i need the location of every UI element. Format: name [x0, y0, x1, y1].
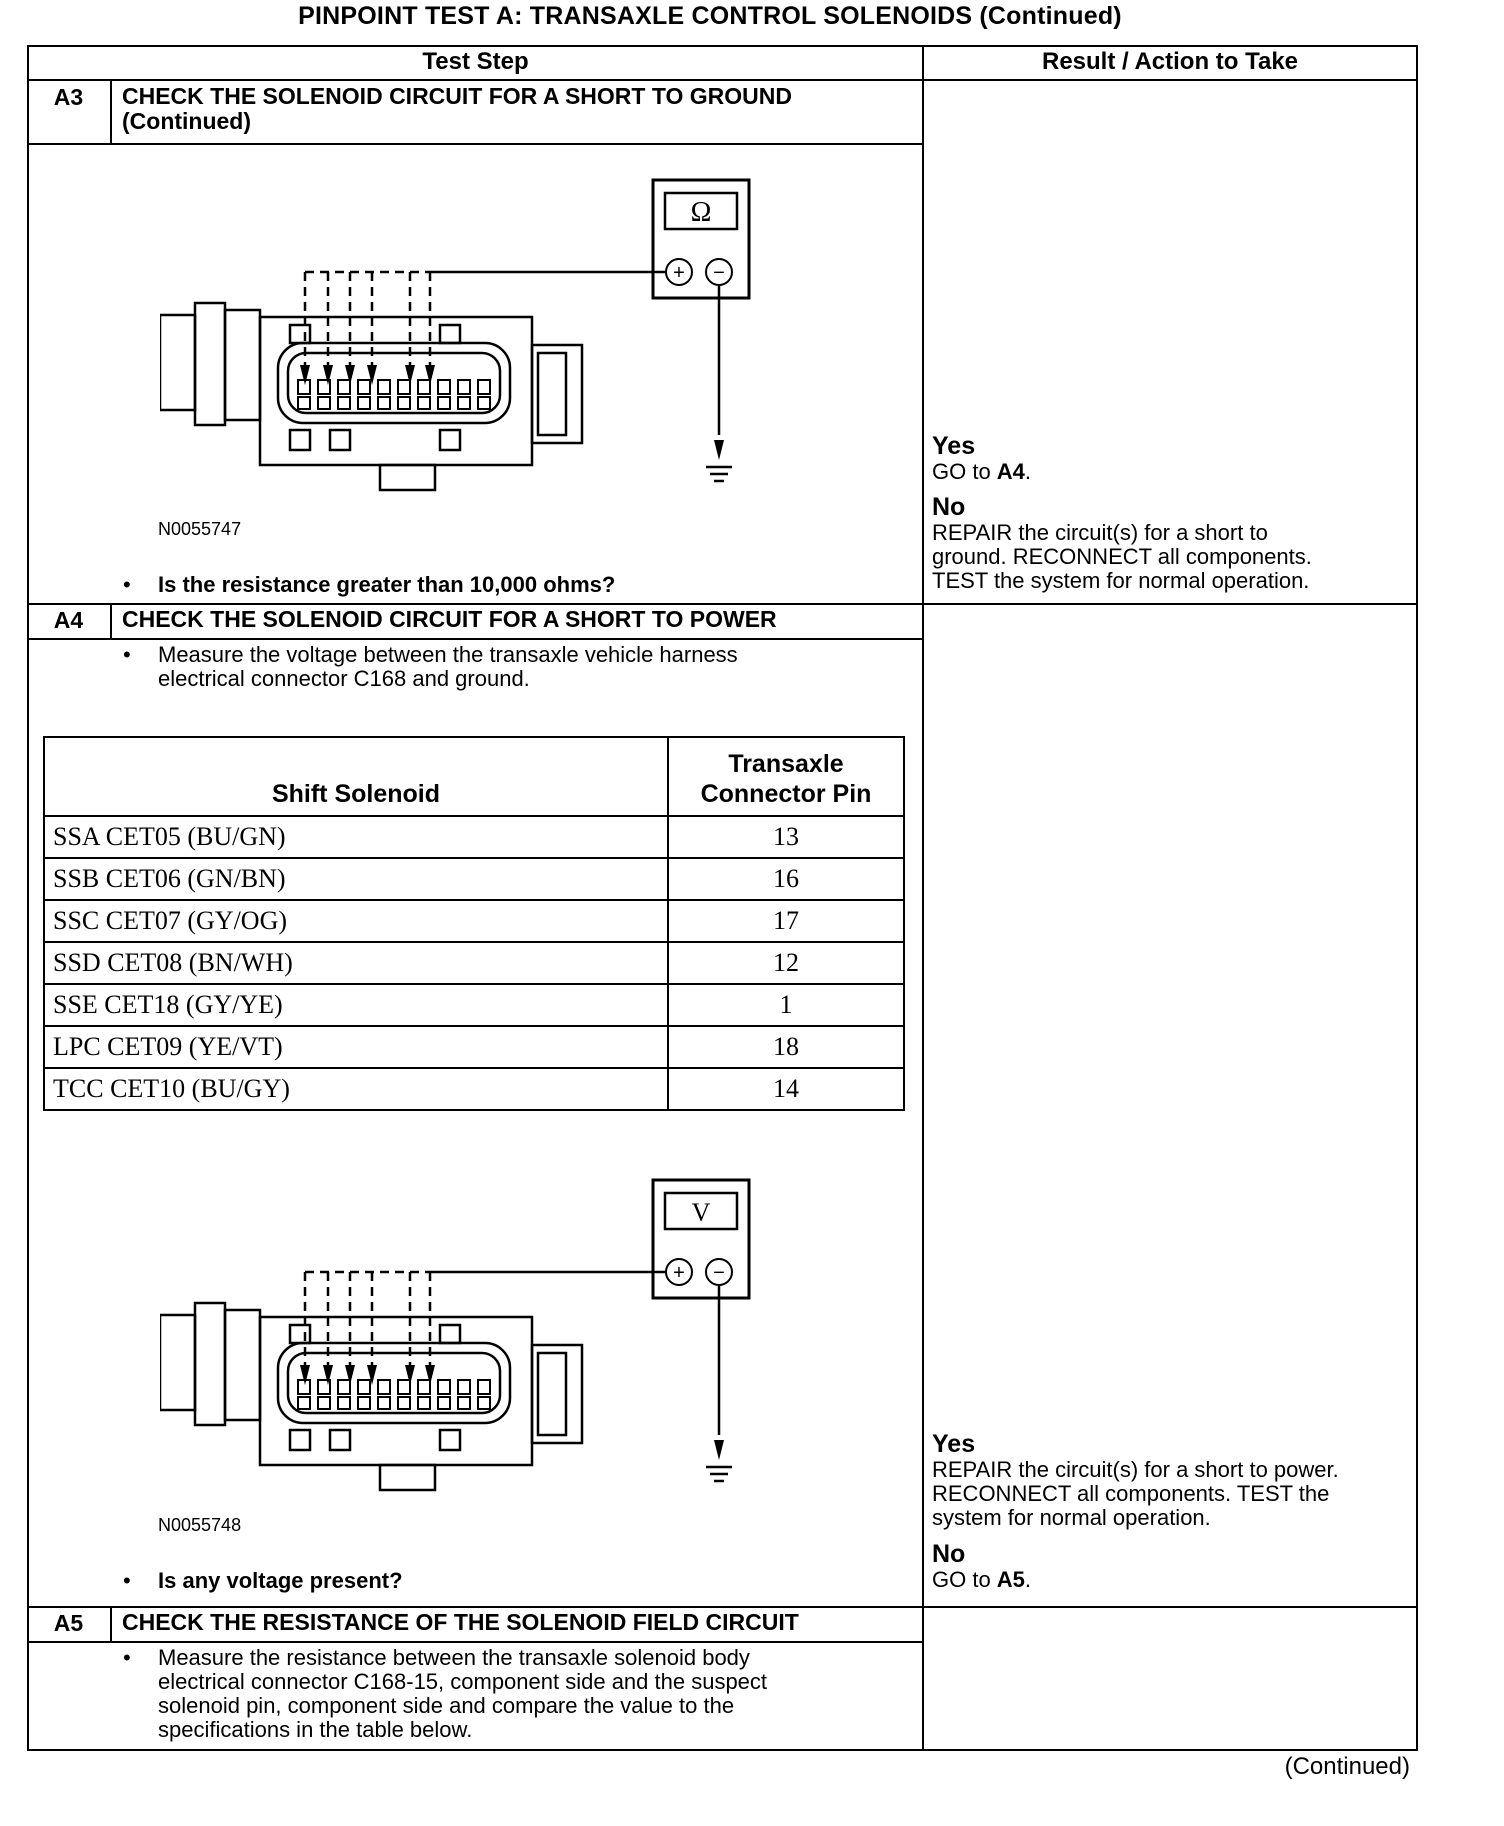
step-id-divider-a4 — [110, 603, 112, 639]
result-a3-yes-text: GO to A4. — [932, 459, 1032, 484]
result-a4-no-label: No — [932, 1540, 966, 1568]
instruction-a5: Measure the resistance between the transaxle solenoid body electrical connector C168-15, component side and the suspect solenoid pin, component side and compare the value to the specifications in the table below. — [158, 1645, 768, 1742]
ohmmeter-symbol: Ω — [690, 197, 712, 228]
bullet-a3: • — [123, 572, 131, 597]
probe-leads — [305, 272, 430, 365]
table-row — [44, 900, 904, 942]
solenoid-cell: SSC CET07 (GY/OG) — [44, 900, 668, 942]
step-id-divider-a5 — [110, 1606, 112, 1642]
step-id-divider-a3 — [110, 80, 112, 144]
solenoid-cell: SSB CET06 (GN/BN) — [44, 858, 668, 900]
solenoid-pin-table — [43, 736, 905, 1111]
ohmmeter-plus-sign: + — [673, 262, 685, 284]
a3-a4-divider — [27, 603, 1418, 605]
voltmeter-plus-sign: + — [673, 1262, 685, 1284]
pin-cell: 14 — [668, 1068, 904, 1110]
step-title-a5: CHECK THE RESISTANCE OF THE SOLENOID FIELD CIRCUIT — [122, 1609, 799, 1635]
figure-id-a3: N0055747 — [158, 519, 242, 539]
table-row — [44, 1026, 904, 1068]
connector-pins — [298, 1380, 490, 1409]
ground-probe-tip — [714, 440, 724, 460]
probe-leads — [305, 1272, 430, 1365]
pin-cell: 17 — [668, 900, 904, 942]
probe-tips — [300, 365, 435, 385]
goto-a4-link[interactable]: A4 — [996, 459, 1025, 484]
result-a4-yes-label: Yes — [932, 1430, 976, 1458]
goto-a5-link[interactable]: A5 — [996, 1567, 1025, 1592]
step-id-a3: A3 — [53, 84, 84, 110]
voltmeter-symbol: V — [691, 1198, 711, 1227]
solenoid-cell: LPC CET09 (YE/VT) — [44, 1026, 668, 1068]
pin-cell: 18 — [668, 1026, 904, 1068]
solenoid-cell: SSA CET05 (BU/GN) — [44, 816, 668, 858]
step-title-a3 — [122, 84, 792, 134]
figure-id-a4: N0055748 — [158, 1515, 242, 1535]
step-id-a4: A4 — [53, 607, 84, 633]
connector-pins — [298, 380, 490, 409]
connector-diagram-ohmmeter — [160, 175, 760, 505]
solenoid-cell: SSE CET18 (GY/YE) — [44, 984, 668, 1026]
table-row — [44, 1068, 904, 1110]
table-header-row — [44, 737, 904, 816]
ohmmeter-minus-sign: − — [713, 262, 725, 284]
pin-cell: 1 — [668, 984, 904, 1026]
col-shift-solenoid: Shift Solenoid — [44, 737, 668, 816]
page-title: PINPOINT TEST A: TRANSAXLE CONTROL SOLENOIDS (Continued) — [298, 2, 1122, 30]
question-a3: Is the resistance greater than 10,000 ohms? — [158, 572, 616, 597]
table-row — [44, 816, 904, 858]
ground-probe-tip — [714, 1440, 724, 1460]
a5-title-divider — [27, 1641, 923, 1643]
a3-title-divider — [27, 143, 923, 145]
result-header: Result / Action to Take — [1041, 48, 1299, 75]
voltmeter-minus-sign: − — [713, 1262, 725, 1284]
result-a3-yes-label: Yes — [932, 432, 976, 460]
table-row — [44, 942, 904, 984]
step-title-a4: CHECK THE SOLENOID CIRCUIT FOR A SHORT TO POWER — [122, 606, 777, 632]
step-title-a3-line2: (Continued) — [122, 108, 252, 134]
test-step-header: Test Step — [422, 48, 529, 75]
solenoid-cell: SSD CET08 (BN/WH) — [44, 942, 668, 984]
connector-diagram-voltmeter — [160, 1175, 760, 1505]
result-a4-yes-text: REPAIR the circuit(s) for a short to power. RECONNECT all components. TEST the system for normal operation. — [932, 1457, 1339, 1530]
header-divider — [27, 79, 1418, 81]
table-row — [44, 858, 904, 900]
instruction-a4: Measure the voltage between the transaxle vehicle harness electrical connector C168 and ground. — [158, 642, 738, 691]
solenoid-cell: TCC CET10 (BU/GY) — [44, 1068, 668, 1110]
a4-a5-divider — [27, 1606, 1418, 1608]
column-divider — [922, 45, 924, 1751]
table-row — [44, 984, 904, 1026]
question-a4: Is any voltage present? — [158, 1568, 403, 1593]
pin-cell: 16 — [668, 858, 904, 900]
probe-tips — [300, 1365, 435, 1385]
step-id-a5: A5 — [53, 1610, 84, 1636]
result-a4-no-text: GO to A5. — [932, 1567, 1032, 1592]
bullet-a4: • — [123, 642, 131, 667]
col-connector-pin: Transaxle Connector Pin — [668, 737, 904, 816]
bullet-a4-question: • — [123, 1568, 131, 1593]
a4-title-divider — [27, 638, 923, 640]
result-a3-no-text: REPAIR the circuit(s) for a short to ground. RECONNECT all components. TEST the system for normal operation. — [932, 520, 1312, 593]
pin-cell: 13 — [668, 816, 904, 858]
pin-cell: 12 — [668, 942, 904, 984]
result-a3-no-label: No — [932, 493, 966, 521]
continued-footer: (Continued) — [1284, 1753, 1410, 1780]
bullet-a5: • — [123, 1645, 131, 1670]
step-title-a3-line1: CHECK THE SOLENOID CIRCUIT FOR A SHORT TO GROUND — [122, 83, 792, 109]
